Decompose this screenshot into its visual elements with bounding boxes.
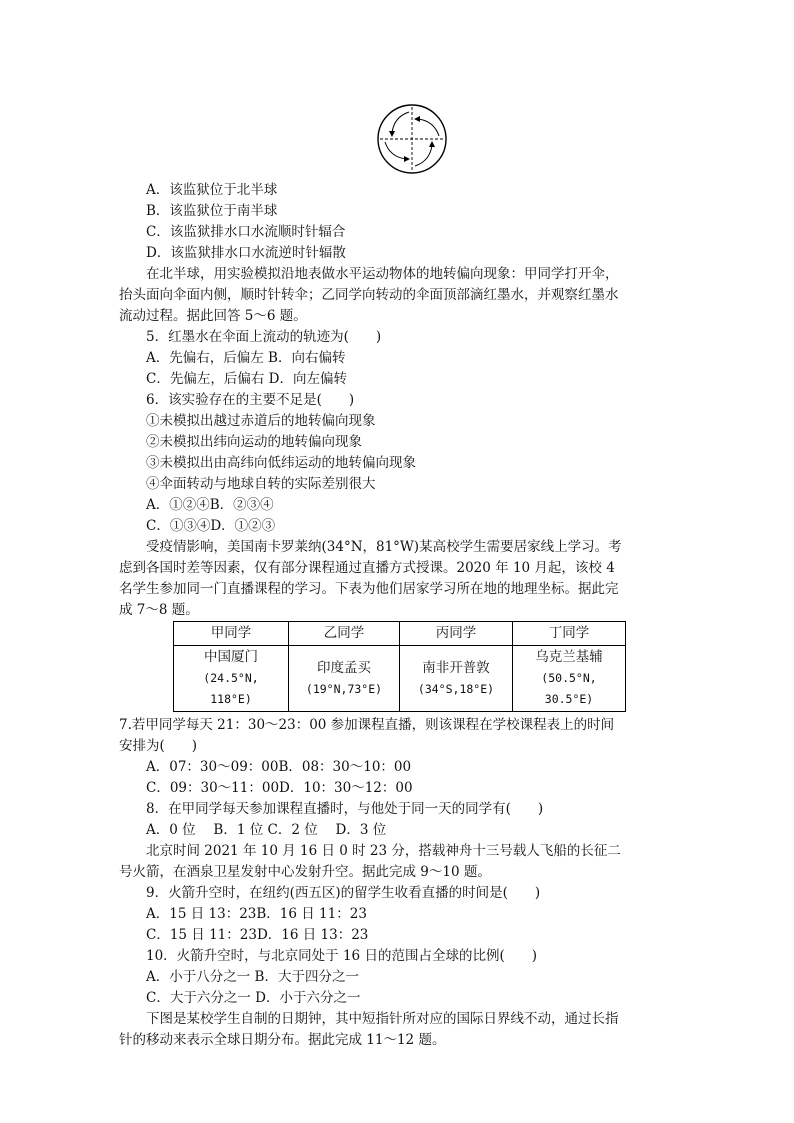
table-header: 甲同学	[174, 622, 289, 646]
intro-5-6: 在北半球，用实验模拟沿地表做水平运动物体的地转偏向现象：甲同学打开伞，抬头面向伞面内侧，顺时针转伞；乙同学向转动的伞面顶部滴红墨水，并观察红墨水流动过程。据此回答 5～6 题。	[119, 266, 619, 324]
student-location-table	[173, 621, 626, 712]
q10-stem: 10．火箭升空时，与北京同处于 16 日的范围占全球的比例( )	[146, 948, 537, 964]
q6-stem: 6．该实验存在的主要不足是( )	[146, 392, 355, 408]
q8-stem: 8．在甲同学每天参加课程直播时，与他处于同一天的同学有( )	[146, 801, 544, 817]
q6-options-cd: C．①③④D．①②③	[146, 518, 276, 534]
table-cell	[400, 646, 513, 712]
place-name: 乌克兰基辅	[535, 649, 603, 665]
q4-option-b: B．该监狱位于南半球	[146, 203, 278, 219]
table-cell	[513, 646, 626, 712]
coord-line: 30.5°E)	[544, 692, 594, 706]
q5-options-ab: A．先偏右，后偏左 B．向右偏转	[146, 350, 346, 366]
q7-options-ab: A．07：30～09：00B．08：30～10：00	[146, 759, 412, 775]
place-name: 印度孟买	[317, 659, 371, 676]
q4-option-c: C．该监狱排水口水流顺时针辐合	[146, 224, 346, 240]
drain-vortex-figure	[376, 103, 448, 175]
coord-line: (50.5°N,	[541, 671, 597, 685]
coord-line: (19°N,73°E)	[305, 681, 383, 696]
intro-9-10: 北京时间 2021 年 10 月 16 日 0 时 23 分，搭载神舟十三号载人飞船的长征二号火箭，在酒泉卫星发射中心发射升空。据此完成 9～10 题。	[119, 843, 621, 880]
q9-stem: 9．火箭升空时，在纽约(西五区)的留学生收看直播的时间是( )	[146, 885, 541, 901]
q10-options-ab: A．小于八分之一 B．大于四分之一	[146, 969, 359, 985]
coord-line: 118°E)	[210, 692, 252, 706]
q6-item-1: ①未模拟出越过赤道后的地转偏向现象	[146, 413, 376, 429]
intro-7-8: 受疫情影响，美国南卡罗莱纳(34°N，81°W)某高校学生需要居家线上学习。考虑到各国时差等因素，仅有部分课程通过直播方式授课。2020 年 10 月起，该校 4 名学生参加同一门直播课程的学习。下表为他们居家学习所在地的地理坐标。据此完成 7～8 题。	[119, 539, 622, 618]
q4-option-a: A．该监狱位于北半球	[146, 182, 278, 198]
q7-stem: 7.若甲同学每天 21：30～23：00 参加课程直播，则该课程在学校课程表上的时间安排为( )	[119, 717, 615, 754]
intro-11-12: 下图是某校学生自制的日期钟，其中短指针所对应的国际日界线不动，通过长指针的移动来表示全球日期分布。据此完成 11～12 题。	[119, 1011, 619, 1048]
q5-options-cd: C．先偏左，后偏右 D．向左偏转	[146, 371, 347, 387]
q8-options: A．0 位 B．1 位 C．2 位 D．3 位	[146, 822, 387, 838]
q6-item-2: ②未模拟出纬向运动的地转偏向现象	[146, 434, 362, 450]
q6-item-4: ④伞面转动与地球自转的实际差别很大	[146, 476, 376, 492]
q7-options-cd: C．09：30～11：00D．10：30～12：00	[146, 780, 413, 796]
q6-item-3: ③未模拟出由高纬向低纬运动的地转偏向现象	[146, 455, 416, 471]
place-name: 南非开普敦	[422, 659, 490, 676]
table-cell	[174, 646, 289, 712]
q10-options-cd: C．大于六分之一 D．小于六分之一	[146, 990, 361, 1006]
q5-stem: 5．红墨水在伞面上流动的轨迹为( )	[146, 329, 382, 345]
table-header: 乙同学	[289, 622, 400, 646]
table-header: 丁同学	[513, 622, 626, 646]
q9-options-ab: A．15 日 13：23B．16 日 11：23	[146, 906, 367, 922]
coord-line: (34°S,18°E)	[417, 681, 495, 696]
q9-options-cd: C．15 日 11：23D．16 日 13：23	[146, 927, 369, 943]
place-name: 中国厦门	[204, 649, 258, 665]
question-content	[119, 180, 626, 1051]
coord-line: (24.5°N,	[203, 671, 259, 685]
q4-option-d: D．该监狱排水口水流逆时针辐散	[146, 245, 346, 261]
q6-options-ab: A．①②④B．②③④	[146, 497, 274, 513]
table-cell	[289, 646, 400, 712]
table-header: 丙同学	[400, 622, 513, 646]
